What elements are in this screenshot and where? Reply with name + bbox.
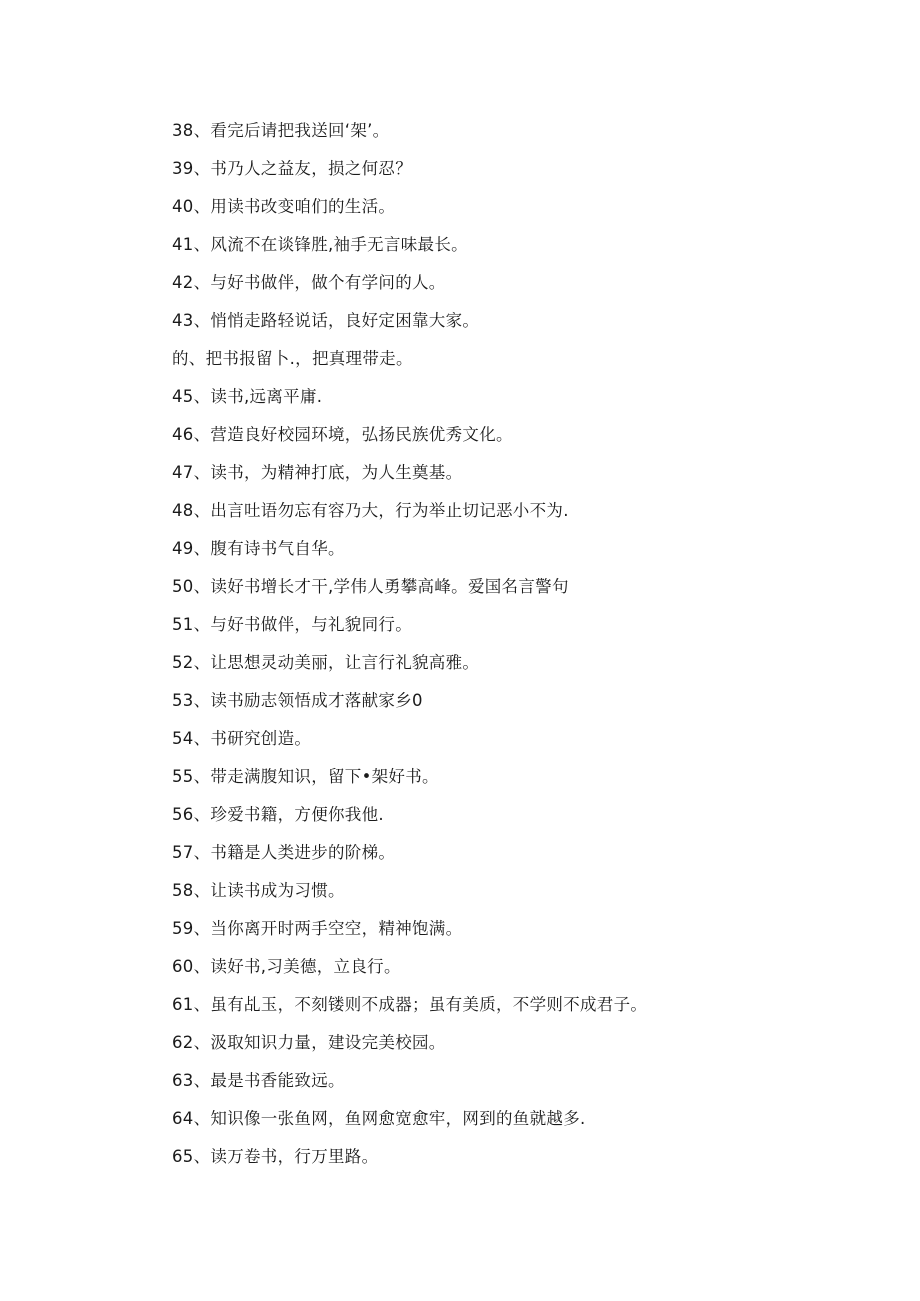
slogan-line: 48、出言吐语勿忘有容乃大，行为举止切记恶小不为. xyxy=(172,501,569,520)
slogan-line: 65、读万卷书，行万里路。 xyxy=(172,1147,379,1166)
slogan-line: 43、悄悄走路轻说话，良好定困靠大家。 xyxy=(172,311,480,330)
slogan-line: 52、让思想灵动美丽，让言行礼貌高雅。 xyxy=(172,653,480,672)
slogan-line: 50、读好书增长才干,学伟人勇攀高峰。爱国名言警句 xyxy=(172,577,569,596)
slogan-line: 54、书研究创造。 xyxy=(172,729,312,748)
slogan-line: 63、最是书香能致远。 xyxy=(172,1071,345,1090)
slogan-line: 62、汲取知识力量，建设完美校园。 xyxy=(172,1033,446,1052)
slogan-line: 46、营造良好校园环境，弘扬民族优秀文化。 xyxy=(172,425,513,444)
slogan-line: 60、读好书,习美德，立良行。 xyxy=(172,957,401,976)
slogan-line: 41、风流不在谈锋胜,袖手无言味最长。 xyxy=(172,235,468,254)
slogan-line: 59、当你离开时两手空空，精神饱满。 xyxy=(172,919,463,938)
slogan-line: 51、与好书做伴，与礼貌同行。 xyxy=(172,615,412,634)
slogan-line: 53、读书励志领悟成才落献家乡0 xyxy=(172,691,423,710)
slogan-line: 49、腹有诗书气自华。 xyxy=(172,539,345,558)
slogan-line: 的、把书报留卜.，把真理带走。 xyxy=(172,349,413,368)
slogan-line: 40、用读书改变咱们的生活。 xyxy=(172,197,396,216)
slogan-line: 42、与好书做伴，做个有学问的人。 xyxy=(172,273,446,292)
slogan-line: 55、带走满腹知识，留下•架好书。 xyxy=(172,767,439,786)
slogan-line: 61、虽有乩玉，不刻镂则不成器；虽有美质，不学则不成君子。 xyxy=(172,995,648,1014)
slogan-line: 56、珍爱书籍，方便你我他. xyxy=(172,805,384,824)
slogan-line: 45、读书,远离平庸. xyxy=(172,387,323,406)
slogan-line: 57、书籍是人类进步的阶梯。 xyxy=(172,843,396,862)
slogan-line: 38、看完后请把我送回‘架’。 xyxy=(172,121,390,140)
slogan-line: 47、读书，为精神打底，为人生奠基。 xyxy=(172,463,463,482)
slogan-line: 39、书乃人之益友，损之何忍？ xyxy=(172,159,412,178)
slogan-list xyxy=(172,112,892,1176)
slogan-line: 58、让读书成为习惯。 xyxy=(172,881,345,900)
slogan-line: 64、知识像一张鱼网，鱼网愈宽愈牢，网到的鱼就越多. xyxy=(172,1109,586,1128)
